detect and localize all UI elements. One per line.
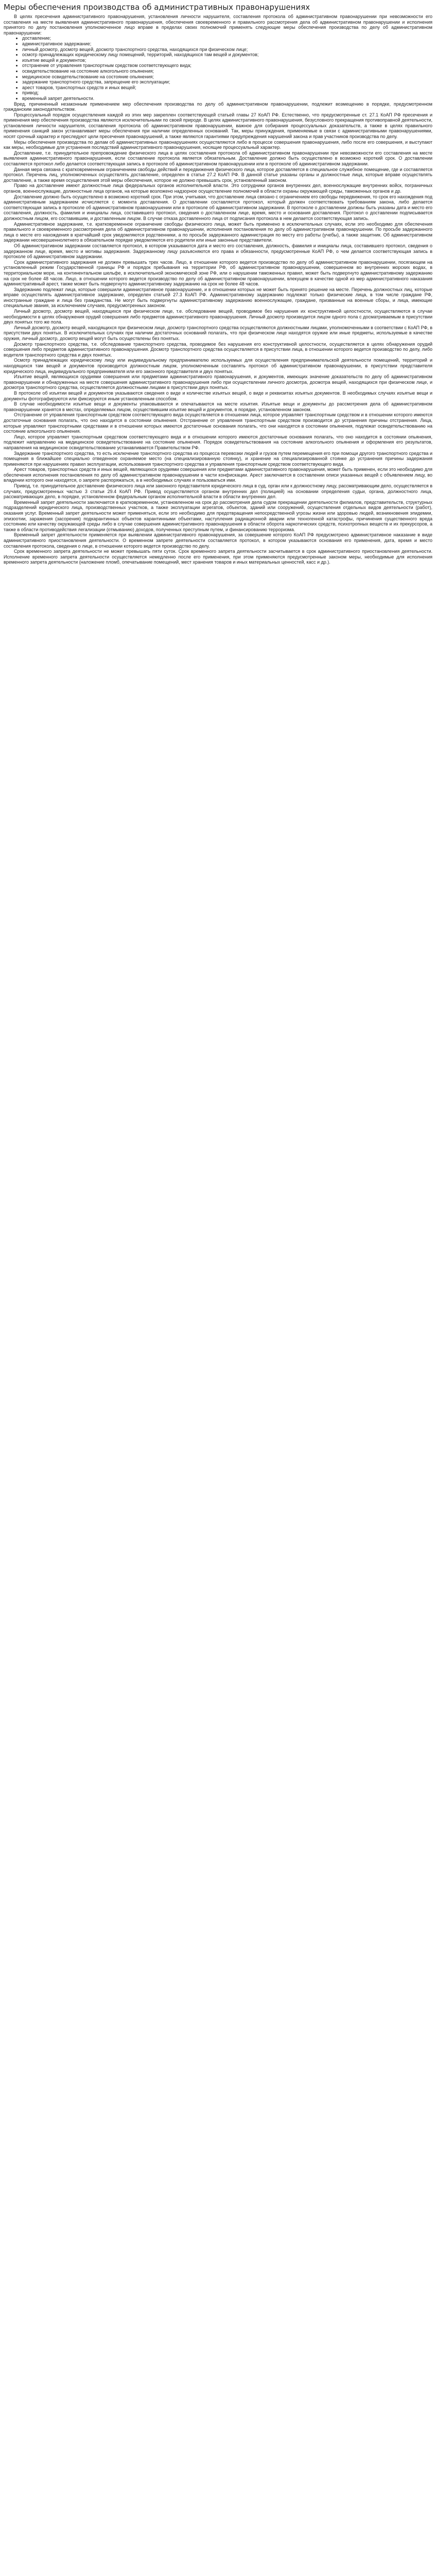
list-item: • осмотр принадлежащих юридическому лицу помещений, территорий, находящихся там вещей и документов; [22, 52, 432, 58]
list-item: • медицинское освидетельствование на состояние опьянения; [22, 74, 432, 80]
list-item: • привод; [22, 90, 432, 96]
list-item: • отстранение от управления транспортным средством соответствующего вида; [22, 63, 432, 69]
paragraph: Меры обеспечения производства по делам об административных правонарушениях осуществляются либо в процессе совершения правонарушения, либо после его совершения, и выступают как меры, необходимые для устранения последствий административного правонарушения, носящие процессуальный характер. [4, 139, 432, 150]
list-item: • изъятие вещей и документов; [22, 58, 432, 63]
list-item: • временный запрет деятельности. [22, 96, 432, 101]
paragraph: Право на доставление имеют должностные лица федеральных органов исполнительной власти. Это сотрудники органов внутренних дел, военнослужащие внутренних войск, пограничных органов, военнослужащие, должностные лица органов, на которые возложено надзорное осуществление полномочий в области охраны окружающей среды, таможенных органов и др. [4, 183, 432, 194]
paragraph: Отстранение от управления транспортным средством соответствующего вида осуществляется в отношении лица, которое управляет транспортным средством и в отношении которого имеются достаточные основания полагать, что оно находится в состоянии опьянения. Отстранение от управления транспортным средством производится до устранения причины отстранения. Лица, которые управляют транспортными средствами и в отношении которых имеются достаточные основания полагать, что они находятся в состоянии опьянения, подлежат освидетельствованию на состояние алкогольного опьянения. [4, 412, 432, 434]
list-item: • арест товаров, транспортных средств и иных вещей; [22, 85, 432, 91]
paragraph: Временный запрет деятельности применяется при выявлении административного правонарушения, за совершение которого КоАП РФ предусмотрено административное наказание в виде административного приостановления деятельности. О временном запрете деятельности составляется протокол, в котором указываются основания его применения, дата, время и место составления протокола, сведения о лице, в отношении которого ведется производство по делу. [4, 532, 432, 549]
paragraph: Досмотр транспортного средства, т.е. обследование транспортного средства, проводимое без нарушения его конструктивной целостности, осуществляется в целях обнаружения орудий совершения либо предметов административного правонарушения. Досмотр транспортного средства осуществляется в присутствии лица, в отношении которого ведется производство по делу, либо водителя транспортного средства и двух понятых. [4, 341, 432, 358]
paragraph: Арест товаров, транспортных средств и иных вещей, являющихся орудиями совершения или предметами административного правонарушения, может быть применен, если это необходимо для обеспечения исполнения постановления по делу об административном правонарушении в части конфискации. Арест заключается в составлении описи указанных вещей с объявлением лицу, во владении которого они находятся, о запрете распоряжаться, а в необходимых случаях и пользоваться ими. [4, 467, 432, 483]
paragraph: Задержание транспортного средства, то есть исключение транспортного средства из процесса перевозки людей и грузов путем перемещения его при помощи другого транспортного средства и помещения в ближайшее специально отведенное охраняемое место (на специализированную стоянку), и хранение на специализированной стоянке до устранения причины задержания применяются при нарушениях правил эксплуатации, использования транспортного средства и управления транспортным средством соответствующего вида. [4, 450, 432, 467]
paragraph: В протоколе об изъятии вещей и документов указываются сведения о виде и количестве изъятых вещей, о виде и реквизитах изъятых документов. В необходимых случаях изъятые вещи и документы фотографируются или фиксируются иным установленным способом. [4, 390, 432, 401]
paragraph: Вред, причиненный незаконным применением мер обеспечения производства по делу об административном правонарушении, подлежит возмещению в порядке, предусмотренном гражданским законодательством. [4, 101, 432, 112]
page-title: Меры обеспечения производства об административных правонарушениях [4, 3, 310, 12]
list-item: • освидетельствование на состояние алкогольного опьянения; [22, 69, 432, 74]
measures-list [4, 36, 432, 101]
paragraph: Личный досмотр, досмотр вещей, находящихся при физическом лице, т.е. обследование вещей, проводимое без нарушения их конструктивной целостности, осуществляются в случае необходимости в целях обнаружения орудий совершения либо предметов административного правонарушения. Личный досмотр производится лицом одного пола с досматриваемым в присутствии двух понятых того же пола. [4, 309, 432, 325]
list-item: • доставление; [22, 36, 432, 41]
list-item: • личный досмотр, досмотр вещей, досмотр транспортного средства, находящихся при физическом лице; [22, 47, 432, 53]
paragraph: Привод, т.е. принудительное доставление физического лица или законного представителя юридического лица в суд, орган или к должностному лицу, рассматривающим дело, осуществляется в случаях, предусмотренных частью 3 статьи 29.4 КоАП РФ. Привод осуществляется органом внутренних дел (полицией) на основании определения судьи, органа, должностного лица, рассматривающих дело, в порядке, установленном федеральным органом исполнительной власти в области внутренних дел. [4, 483, 432, 500]
paragraph: Данная мера связана с кратковременным ограничением свободы действий и передвижения физического лица, которое доставляется в специальное служебное помещение, где и составляется протокол. Перечень лиц, уполномоченных осуществлять доставление, определен в статье 27.2 КоАП РФ. В данной статье указаны органы и должностные лица, которые вправе осуществлять доставление, а также время осуществления этой меры обеспечения, которое не должно превышать срок, установленный законом. [4, 166, 432, 183]
article [0, 0, 436, 569]
paragraph: Изъятие вещей, являющихся орудиями совершения или предметами административного правонарушения, и документов, имеющих значение доказательств по делу об административном правонарушении и обнаруженных на месте совершения административного правонарушения либо при осуществлении личного досмотра, досмотра вещей, находящихся при физическом лице, и досмотра транспортного средства, осуществляется должностными лицами в присутствии двух понятых. [4, 374, 432, 391]
paragraph: Об административном задержании составляется протокол, в котором указываются дата и место его составления, должность, фамилия и инициалы лица, составившего протокол, сведения о задержанном лице, время, место и мотивы задержания. Задержанному лицу разъясняются его права и обязанности, предусмотренные КоАП РФ, о чем делается соответствующая запись в протоколе об административном задержании. [4, 243, 432, 260]
list-item: • задержание транспортного средства, запрещение его эксплуатации; [22, 79, 432, 85]
paragraph: Задержанию подлежат лица, которые совершили административное правонарушение, и в отношении которых не может быть принято решение на месте. Перечень должностных лиц, которые вправе осуществлять административное задержание, определен статьей 27.3 КоАП РФ. Административному задержанию подлежат только физические лица, в том числе граждане РФ, иностранные граждане и лица без гражданства. Не могут быть подвергнуты административному задержанию военнослужащие, граждане, призванные на военные сборы, и лица, имеющие специальные звания, за исключением случаев, предусмотренных законом. [4, 286, 432, 309]
paragraph: Процессуальный порядок осуществления каждой из этих мер закреплен соответствующей статьей главы 27 КоАП РФ. Естественно, что предусмотренные ст. 27.1 КоАП РФ пресечения и применения мер обеспечения производства являются исключительными по своей природе. В целях административного правонарушения, безусловного прекращения противоправной деятельности, установления личности нарушителя, составления протокола об административном правонарушении, важное для собирания процессуальных доказательств, а также в целях правильного применения санкций закон устанавливает меры обеспечения при наличии определенных оснований. Так, меры принуждения, применяемые в связи с административными правонарушениями, носят срочный характер и преследуют цели пресечения правонарушений, а также являются гарантиями предупреждения нарушений закона и прав участников производства по делу. [4, 112, 432, 140]
list-item: • административное задержание; [22, 41, 432, 47]
paragraph: Срок административного задержания не должен превышать трех часов. Лицо, в отношении которого ведется производство по делу об административном правонарушении, посягающем на установленный режим Государственной границы РФ и порядок пребывания на территории РФ, об административном правонарушении, совершенном во внутренних морских водах, в территориальном море, на континентальном шельфе, в исключительной экономической зоне РФ, или о нарушении таможенных правил, может быть подвергнуто административному задержанию на срок не более 48 часов. Лицо, в отношении которого ведется производство по делу об административном правонарушении, влекущем в качестве одной из мер административного наказания административный арест, также может быть подвергнуто административному задержанию на срок не более 48 часов. [4, 259, 432, 287]
paragraph: Административное задержание, т.е. кратковременное ограничение свободы физического лица, может быть применено в исключительных случаях, если это необходимо для обеспечения правильного и своевременного рассмотрения дела об административном правонарушении, исполнения постановления по делу об административном правонарушении. По просьбе задержанного лица о месте его нахождения в кратчайший срок уведомляются родственники, а по просьбе задержанного администрация по месту его работы (учебы), а также защитник. Об административном задержании несовершеннолетнего в обязательном порядке уведомляются его родители или иные законные представители. [4, 221, 432, 243]
paragraph: Срок временного запрета деятельности не может превышать пяти суток. Срок временного запрета деятельности засчитывается в срок административного приостановления деятельности. Исполнение временного запрета деятельности осуществляется немедленно после его применения, при этом применяются предусмотренные законом меры, необходимые для исполнения временного запрета деятельности (наложение пломб, опечатывание помещений, мест хранения товаров и иных материальных ценностей, касс и др.). [4, 549, 432, 565]
paragraph: Доставление, т.е. принудительное препровождение физического лица в целях составления протокола об административном правонарушении при невозможности его составления на месте выявления административного правонарушения, если составление протокола является обязательным. Доставление должно быть осуществлено в возможно короткий срок. О доставлении составляется протокол либо делается соответствующая запись в протоколе об административном правонарушении или в протоколе об административном задержании. [4, 150, 432, 167]
paragraph: В случае необходимости изъятые вещи и документы упаковываются и опечатываются на месте изъятия. Изъятые вещи и документы до рассмотрения дела об административном правонарушении хранятся в местах, определяемых лицом, осуществившим изъятие вещей и документов, в порядке, установленном законом. [4, 401, 432, 412]
paragraph: Доставление должно быть осуществлено в возможно короткий срок. При этом, учитывая, что доставление лица связано с ограничением его свободы передвижения, то срок его нахождения под административным задержанием исчисляется с момента доставления. О доставлении составляется протокол, который должен соответствовать требованиям закона, либо делается соответствующая запись в протоколе об административном правонарушении или в протоколе об административном задержании. В протоколе о доставлении должны быть указаны дата и место его составления, должность, фамилия и инициалы лица, составившего протокол, сведения о доставленном лице, время, место и основания доставления. Протокол о доставлении подписывается должностным лицом, его составившим, и доставленным лицом. В случае отказа доставленного лица от подписания протокола в нем делается соответствующая запись. [4, 194, 432, 221]
paragraph: Осмотр принадлежащих юридическому лицу или индивидуальному предпринимателю используемых для осуществления предпринимательской деятельности помещений, территорий и находящихся там вещей и документов производится должностным лицом, уполномоченным составлять протокол об административном правонарушении, в присутствии представителя юридического лица, индивидуального предпринимателя или его законного представителя и двух понятых. [4, 358, 432, 374]
paragraph: Личный досмотр, досмотр вещей, находящихся при физическом лице, досмотр транспортного средства осуществляются должностными лицами, уполномоченными в соответствии с КоАП РФ, в присутствии двух понятых. В исключительных случаях при наличии достаточных оснований полагать, что при физическом лице находятся оружие или иные предметы, используемые в качестве оружия, личный досмотр, досмотр вещей могут быть осуществлены без понятых. [4, 325, 432, 342]
paragraph: Лицо, которое управляет транспортным средством соответствующего вида и в отношении которого имеются достаточные основания полагать, что оно находится в состоянии опьянения, подлежит направлению на медицинское освидетельствование на состояние опьянения. Порядок освидетельствования на состояние алкогольного опьянения и оформления его результатов, направления на медицинское освидетельствование устанавливается Правительством РФ. [4, 434, 432, 450]
paragraph-intro: В целях пресечения административного правонарушения, установления личности нарушителя, составления протокола об административном правонарушении при невозможности его составления на месте выявления административного правонарушения, обеспечения своевременного и правильного рассмотрения дела об административном правонарушении и исполнения принятого по делу постановления уполномоченное лицо вправе в пределах своих полномочий применять следующие меры обеспечения производства по делу об административном правонарушении: [4, 14, 432, 36]
paragraph: Временный запрет деятельности заключается в кратковременном, установленном на срок до рассмотрения дела судом прекращении деятельности филиалов, представительств, структурных подразделений юридического лица, производственных участков, а также эксплуатации агрегатов, объектов, зданий или сооружений, осуществления отдельных видов деятельности (работ), оказания услуг. Временный запрет деятельности может применяться, если это необходимо для предотвращения непосредственной угрозы жизни или здоровью людей, возникновения эпидемии, эпизоотии, заражения (засорения) подкарантинных объектов карантинными объектами, наступления радиационной аварии или техногенной катастрофы, причинения существенного вреда состоянию или качеству окружающей среды либо в случае совершения административного правонарушения в области оборота наркотических средств, психотропных веществ и их прекурсоров, а также в области противодействия легализации (отмыванию) доходов, полученных преступным путем, и финансированию терроризма. [4, 499, 432, 532]
